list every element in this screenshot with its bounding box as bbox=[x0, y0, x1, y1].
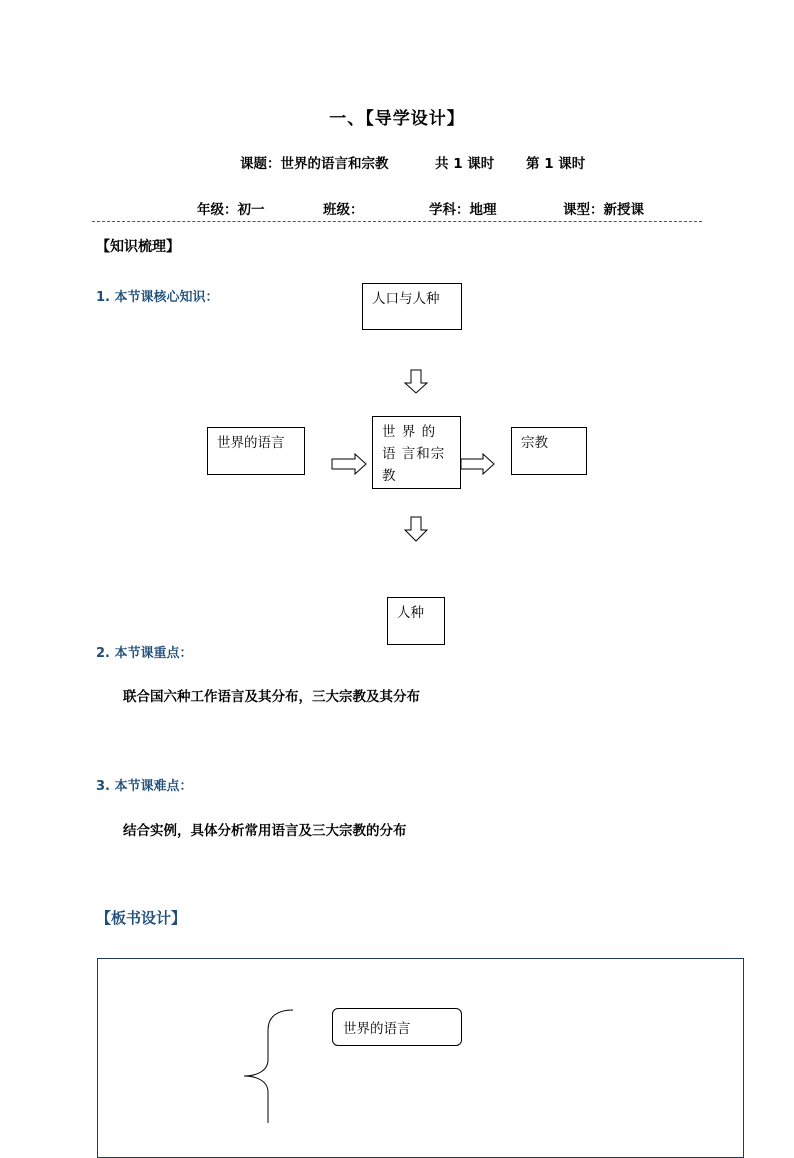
diagram-box-religion: 宗教 bbox=[511, 427, 587, 475]
difficulties-text: 结合实例，具体分析常用语言及三大宗教的分布 bbox=[123, 823, 407, 839]
right-arrow-icon bbox=[332, 454, 366, 474]
page-title: 一、【导学设计】 bbox=[329, 109, 465, 129]
down-arrow-icon bbox=[405, 517, 427, 541]
class-field: 班级： bbox=[323, 202, 364, 218]
difficulties-label: 3. 本节课难点： bbox=[96, 779, 193, 794]
right-arrow-icon bbox=[461, 454, 494, 474]
current-period: 第 1 课时 bbox=[526, 156, 586, 172]
subject-field: 学科：地理 bbox=[429, 202, 497, 218]
diagram-box-center: 世 界 的 语 言和宗教 bbox=[372, 416, 461, 489]
total-periods: 共 1 课时 bbox=[435, 156, 495, 172]
board-box-language: 世界的语言 bbox=[332, 1008, 462, 1046]
knowledge-heading: 【知识梳理】 bbox=[96, 239, 180, 255]
diagram-box-race: 人种 bbox=[387, 597, 445, 645]
diagram-box-population: 人口与人种 bbox=[362, 283, 462, 330]
board-design-heading: 【板书设计】 bbox=[96, 909, 187, 927]
key-points-text: 联合国六种工作语言及其分布，三大宗教及其分布 bbox=[123, 689, 420, 705]
board-frame bbox=[97, 958, 744, 1158]
diagram-box-language: 世界的语言 bbox=[207, 427, 305, 475]
down-arrow-icon bbox=[405, 370, 427, 393]
key-points-label: 2. 本节课重点： bbox=[96, 646, 193, 661]
lesson-type-field: 课型：新授课 bbox=[563, 202, 644, 218]
core-knowledge-label: 1. 本节课核心知识： bbox=[96, 290, 219, 305]
lesson-topic: 课题：世界的语言和宗教 bbox=[240, 156, 389, 172]
grade-field: 年级：初一 bbox=[197, 202, 265, 218]
